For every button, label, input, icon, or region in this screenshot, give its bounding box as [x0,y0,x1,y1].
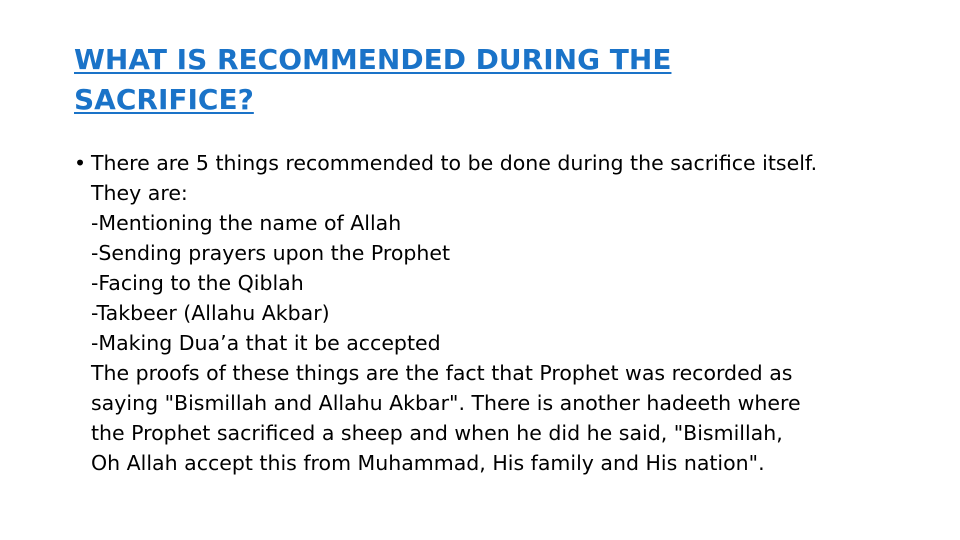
list-item: -Takbeer (Allahu Akbar) [91,301,330,325]
list-item: -Sending prayers upon the Prophet [91,241,451,265]
list-item: -Making Dua’a that it be accepted [91,331,441,355]
body-line: the Prophet sacrificed a sheep and when he did he said, "Bismillah, [91,421,783,445]
bullet-item [74,148,934,478]
body-line: The proofs of these things are the fact that Prophet was recorded as [91,361,793,385]
body-line: They are: [91,181,188,205]
body-line: There are 5 things recommended to be done during the sacrifice itself. [91,151,818,175]
body-line: Oh Allah accept this from Muhammad, His family and His nation". [91,451,765,475]
slide-title [74,40,834,120]
body-line: saying "Bismillah and Allahu Akbar". There is another hadeeth where [91,391,801,415]
list-item: -Mentioning the name of Allah [91,211,402,235]
slide-title-line: SACRIFICE? [74,83,254,116]
bullet-icon: • [74,151,87,175]
slide-body [74,148,934,478]
list-item: -Facing to the Qiblah [91,271,304,295]
slide-title-line: WHAT IS RECOMMENDED DURING THE [74,43,672,76]
